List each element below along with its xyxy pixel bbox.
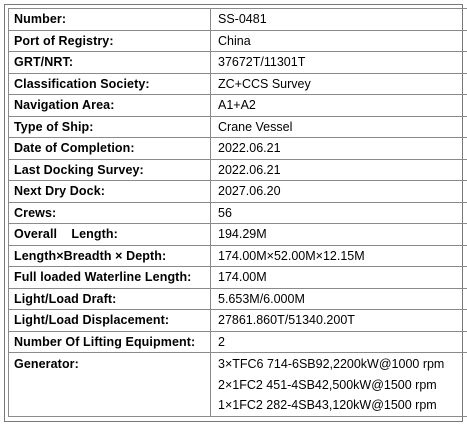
table-row xyxy=(9,30,467,52)
table-row xyxy=(9,353,467,417)
row-value-last-docking-survey: 2022.06.21 xyxy=(211,159,467,181)
generator-line: 1×1FC2 282-4SB43,120kW@1500 rpm xyxy=(218,398,437,412)
row-value-light-load-displacement: 27861.860T/51340.200T xyxy=(211,310,467,332)
row-value-date-of-completion: 2022.06.21 xyxy=(211,138,467,160)
table-row xyxy=(9,245,467,267)
table-row xyxy=(9,73,467,95)
row-label-date-of-completion: Date of Completion: xyxy=(9,138,211,160)
row-label-crews: Crews: xyxy=(9,202,211,224)
row-label-port-of-registry: Port of Registry: xyxy=(9,30,211,52)
generator-line: 2×1FC2 451-4SB42,500kW@1500 rpm xyxy=(218,377,437,392)
row-label-next-dry-dock: Next Dry Dock: xyxy=(9,181,211,203)
table-row xyxy=(9,267,467,289)
row-value-generator xyxy=(211,353,467,417)
table-row xyxy=(9,138,467,160)
row-label-lifting-equipment: Number Of Lifting Equipment: xyxy=(9,331,211,353)
generator-line: 3×TFC6 714-6SB92,2200kW@1000 rpm xyxy=(218,357,445,371)
row-label-light-load-draft: Light/Load Draft: xyxy=(9,288,211,310)
row-label-dimensions: Length×Breadth × Depth: xyxy=(9,245,211,267)
row-label-light-load-displacement: Light/Load Displacement: xyxy=(9,310,211,332)
table-row xyxy=(9,288,467,310)
row-value-crews: 56 xyxy=(211,202,467,224)
row-value-light-load-draft: 5.653M/6.000M xyxy=(211,288,467,310)
row-value-port-of-registry: China xyxy=(211,30,467,52)
ship-spec-sheet xyxy=(4,4,463,422)
table-row xyxy=(9,224,467,246)
row-label-overall-length: Overall Length: xyxy=(9,224,211,246)
row-value-lifting-equipment: 2 xyxy=(211,331,467,353)
table-row xyxy=(9,181,467,203)
row-label-grt-nrt: GRT/NRT: xyxy=(9,52,211,74)
row-label-navigation-area: Navigation Area: xyxy=(9,95,211,117)
table-row xyxy=(9,310,467,332)
row-value-next-dry-dock: 2027.06.20 xyxy=(211,181,467,203)
ship-spec-table xyxy=(8,8,467,417)
row-label-number: Number: xyxy=(9,9,211,31)
row-value-overall-length: 194.29M xyxy=(211,224,467,246)
row-label-type-of-ship: Type of Ship: xyxy=(9,116,211,138)
row-value-grt-nrt: 37672T/11301T xyxy=(211,52,467,74)
row-label-generator: Generator: xyxy=(9,353,211,417)
row-value-classification-society: ZC+CCS Survey xyxy=(211,73,467,95)
row-value-number: SS-0481 xyxy=(211,9,467,31)
row-label-waterline-length: Full loaded Waterline Length: xyxy=(9,267,211,289)
table-row xyxy=(9,52,467,74)
table-row xyxy=(9,202,467,224)
row-label-classification-society: Classification Society: xyxy=(9,73,211,95)
row-value-type-of-ship: Crane Vessel xyxy=(211,116,467,138)
row-value-dimensions: 174.00M×52.00M×12.15M xyxy=(211,245,467,267)
table-row xyxy=(9,9,467,31)
row-value-waterline-length: 174.00M xyxy=(211,267,467,289)
row-label-last-docking-survey: Last Docking Survey: xyxy=(9,159,211,181)
table-row xyxy=(9,95,467,117)
row-value-navigation-area: A1+A2 xyxy=(211,95,467,117)
table-row xyxy=(9,159,467,181)
table-row xyxy=(9,331,467,353)
table-row xyxy=(9,116,467,138)
